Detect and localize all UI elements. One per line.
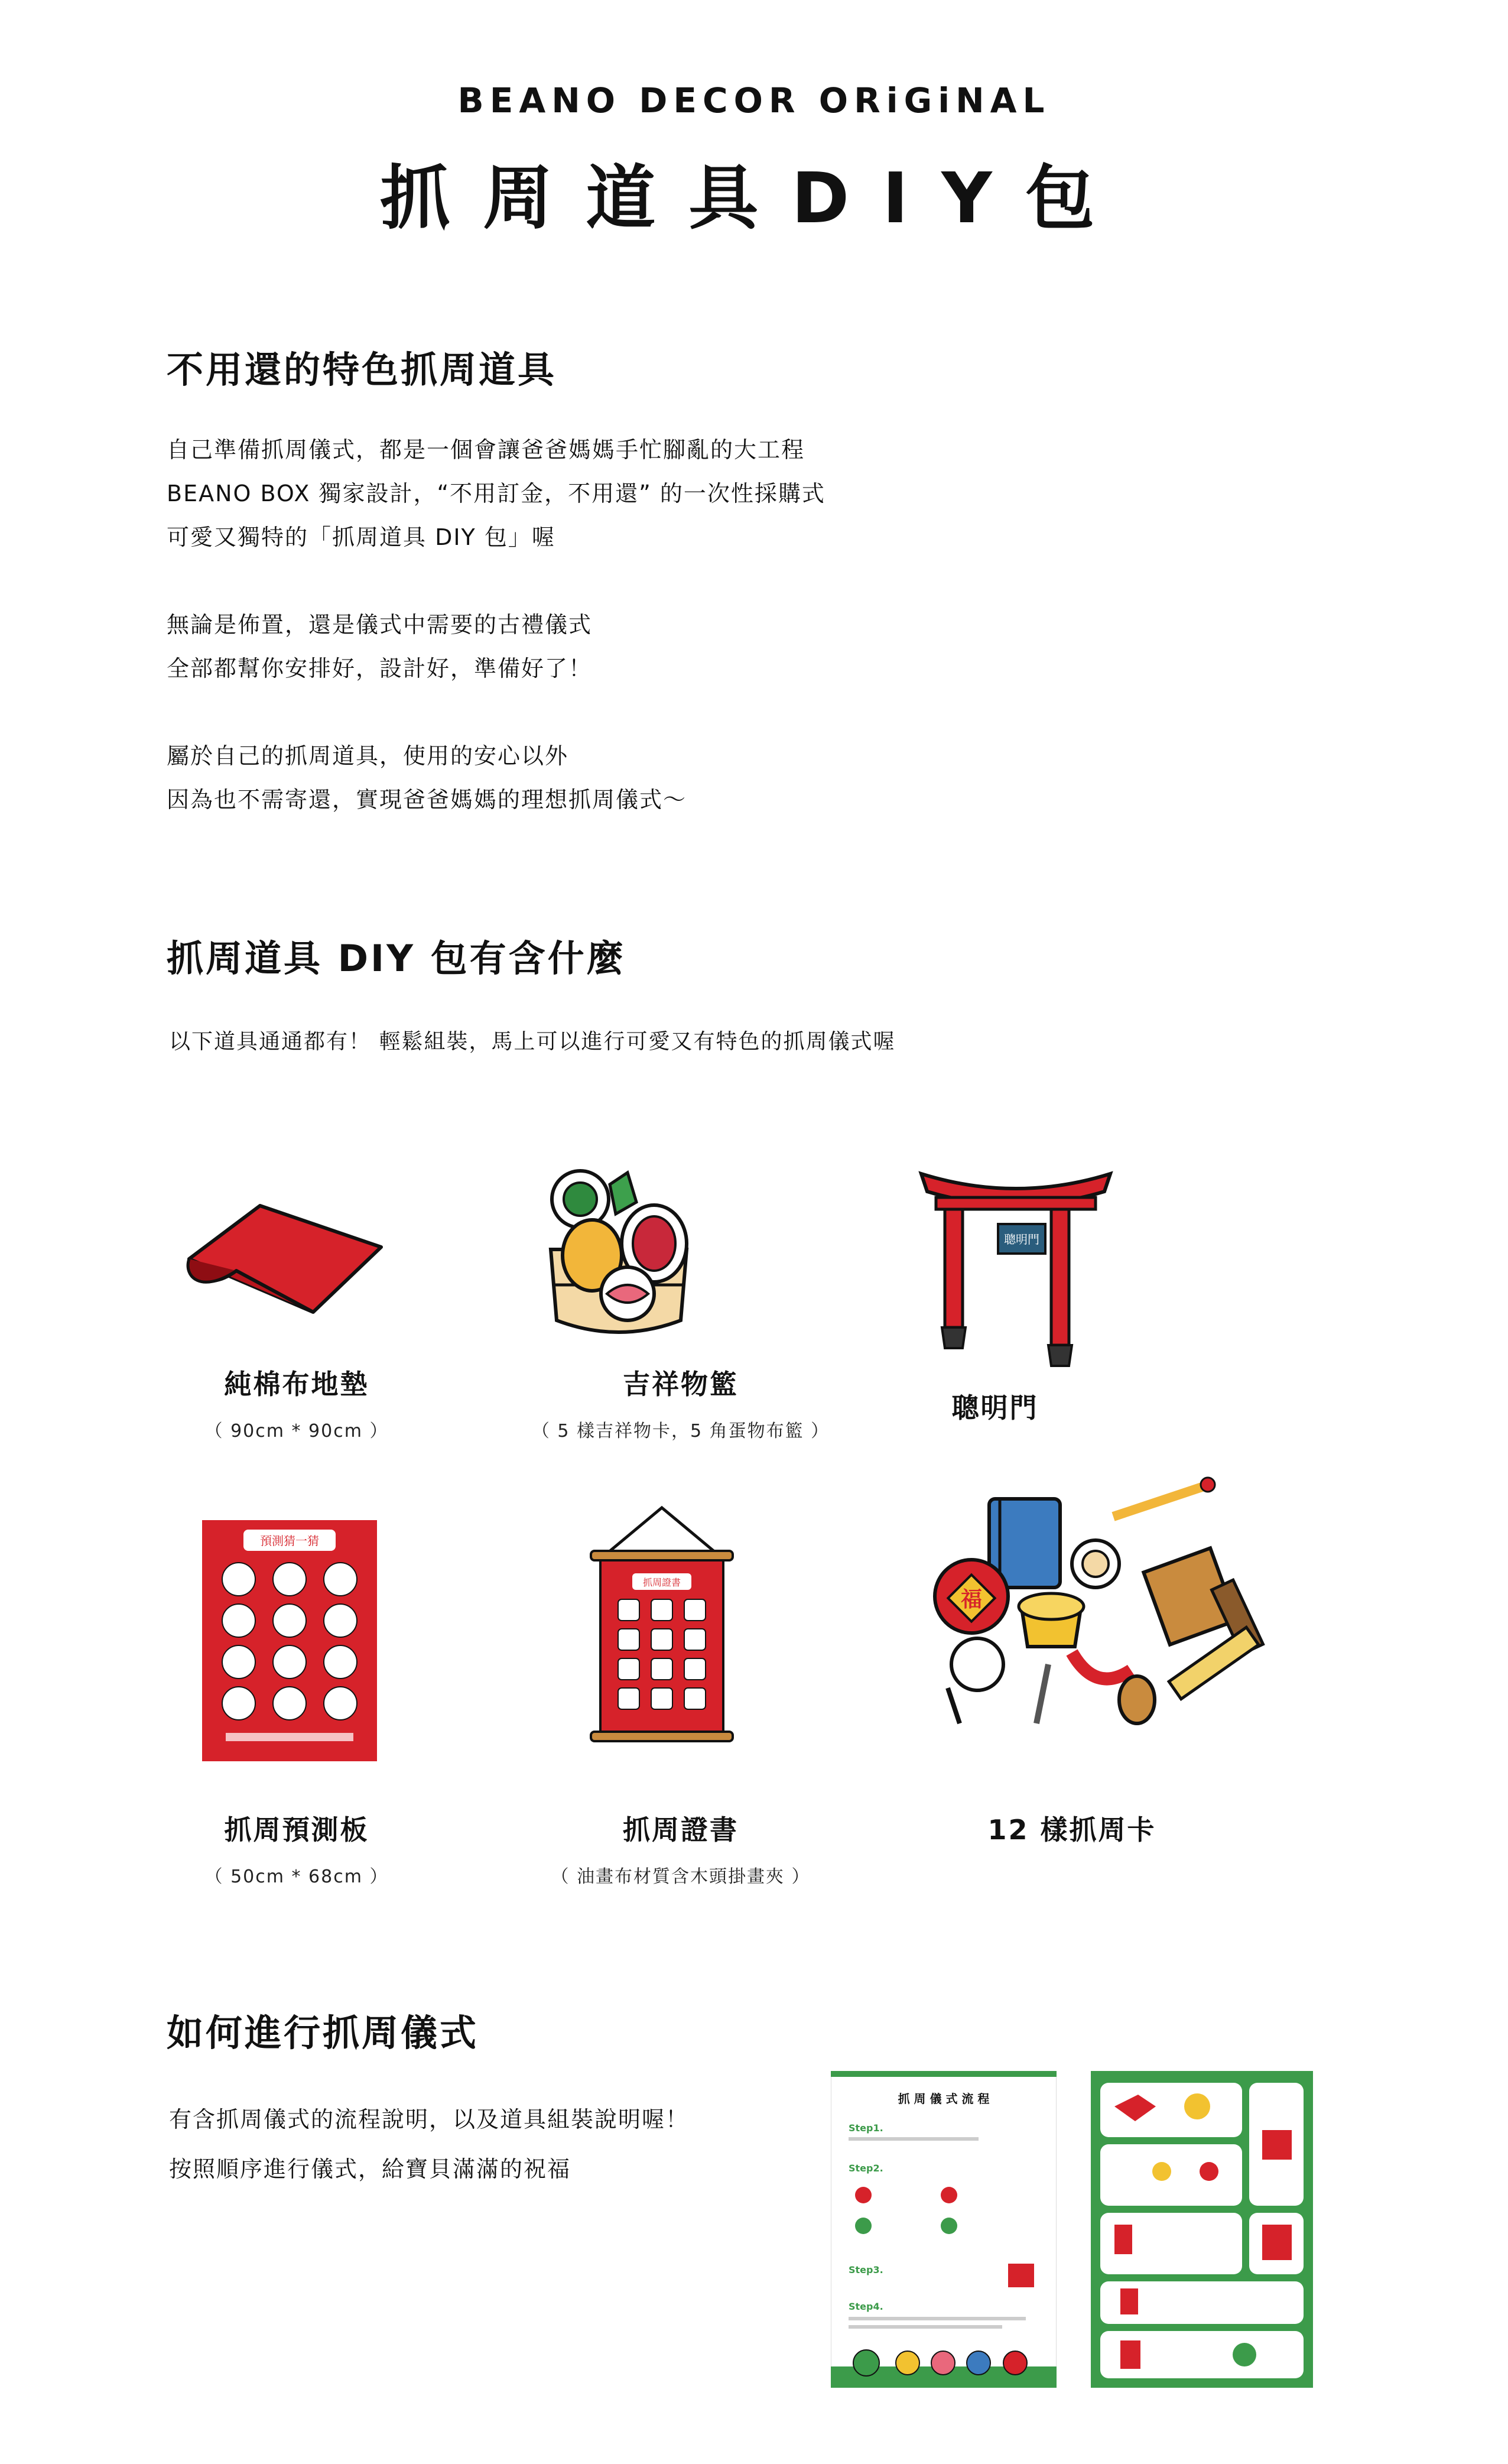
- howto-line: 有含抓周儀式的流程說明，以及道具組裝說明喔！: [169, 2106, 690, 2132]
- section-heading-contents: 抓周道具 DIY 包有含什麼: [167, 937, 626, 980]
- lucky-basket-illustration: [539, 1167, 698, 1344]
- fu-character: 福: [960, 1588, 983, 1612]
- cotton-mat-illustration: [177, 1194, 390, 1324]
- flow-instruction-sheet: [831, 2071, 1057, 2388]
- step-label: Step1.: [849, 2122, 883, 2134]
- intro-line: 可愛又獨特的「抓周道具 DIY 包」喔: [167, 524, 555, 550]
- section-heading-howto: 如何進行抓周儀式: [167, 2011, 479, 2054]
- page-title: 抓周道具DIY包: [380, 157, 1128, 239]
- item-label-cards: 12 樣抓周卡: [987, 1814, 1156, 1846]
- intro-line: 自己準備抓周儀式，都是一個會讓爸爸媽媽手忙腳亂的大工程: [167, 437, 805, 463]
- item-label-gate: 聰明門: [951, 1392, 1039, 1424]
- grab-cards-illustration: [918, 1475, 1296, 1735]
- cert-title-text: 抓周證書: [642, 1577, 681, 1588]
- howto-text: [169, 2095, 689, 2194]
- item-sub-board: （ 50cm * 68cm ）: [204, 1866, 389, 1887]
- smart-gate-illustration: [918, 1162, 1113, 1369]
- board-title-text: 預測猜一猜: [260, 1534, 319, 1548]
- item-sub-certificate: （ 油畫布材質含木頭掛畫夾 ）: [551, 1866, 811, 1887]
- step-label: Step3.: [849, 2264, 883, 2275]
- brand-line: BEANO DECOR ORiGiNAL: [457, 80, 1051, 121]
- intro-line: 屬於自己的抓周道具，使用的安心以外: [167, 743, 569, 769]
- intro-line: BEANO BOX 獨家設計，“不用訂金，不用還” 的一次性採購式: [167, 481, 826, 507]
- item-sub-basket: （ 5 樣吉祥物卡，5 角蛋物布籃 ）: [531, 1421, 830, 1442]
- section-heading-features: 不用還的特色抓周道具: [167, 348, 557, 391]
- item-label-mat: 純棉布地墊: [224, 1368, 369, 1400]
- step-label: Step2.: [849, 2163, 883, 2174]
- intro-line: 全部都幫你安排好，設計好，準備好了！: [167, 655, 593, 681]
- intro-text: [167, 428, 826, 822]
- step-label: Step4.: [849, 2301, 883, 2312]
- assembly-instruction-sheet: [1091, 2071, 1313, 2388]
- sheet-title: 抓 周 儀 式 流 程: [898, 2092, 990, 2106]
- contents-intro: 以下道具通通都有！ 輕鬆組裝，馬上可以進行可愛又有特色的抓周儀式喔: [169, 1030, 896, 1054]
- intro-line: 因為也不需寄還，實現爸爸媽媽的理想抓周儀式～: [167, 787, 687, 813]
- gate-sign-text: 聰明門: [1004, 1232, 1039, 1246]
- item-label-board: 抓周預測板: [224, 1814, 369, 1846]
- howto-line: 按照順序進行儀式，給寶貝滿滿的祝福: [169, 2156, 571, 2182]
- item-label-certificate: 抓周證書: [623, 1814, 739, 1846]
- intro-line: 無論是佈置，還是儀式中需要的古禮儀式: [167, 612, 593, 638]
- item-label-basket: 吉祥物籃: [623, 1368, 739, 1400]
- certificate-illustration: [585, 1505, 739, 1753]
- item-sub-mat: （ 90cm * 90cm ）: [204, 1421, 389, 1442]
- prediction-board-illustration: [202, 1520, 377, 1761]
